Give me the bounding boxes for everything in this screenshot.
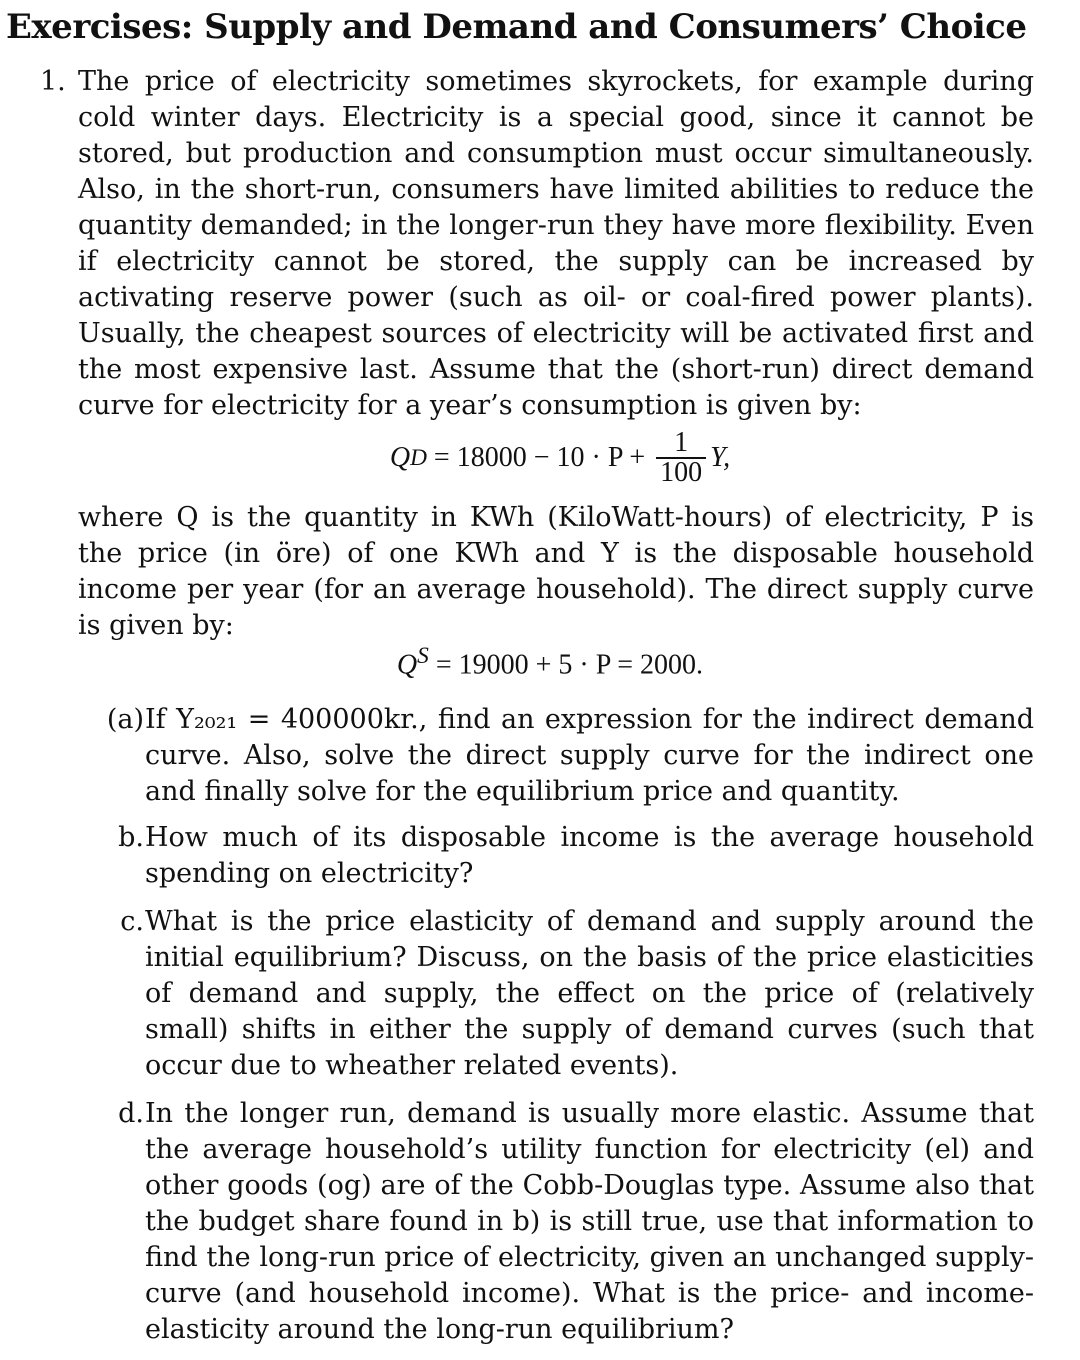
subquestion-text: In the longer run, demand is usually more elastic. Assume that the average household’s utility function for electricity (el) and other goods (og) are of the Cobb-Douglas type. Assume also that the budget share found in b) is still true, use that information to find the long-run price of electricity, given an unchanged supply-curve (and household income). What is the price- and income-elasticity around the long-run equilibrium? [145, 1098, 1034, 1345]
subquestion-text: How much of its disposable income is the average household spending on electricity? [145, 822, 1034, 889]
supply-q-symbol: Q [396, 649, 418, 681]
subquestion-text: If Y₂₀₂₁ = 400000kr., find an expression for the indirect demand curve. Also, solve the direct supply curve for the indirect one and finally solve for the equilibrium price and quantity. [145, 704, 1034, 807]
subquestion-c [88, 904, 1034, 1084]
subquestion-b [88, 820, 1034, 892]
demand-fraction [656, 429, 706, 487]
subquestion-d [88, 1096, 1034, 1348]
supply-equation [0, 638, 1080, 683]
fraction-numerator: 1 [674, 427, 689, 458]
supply-rhs: = 19000 + 5 · P = 2000. [428, 649, 704, 681]
supply-superscript: S [417, 643, 429, 669]
subquestion-label: (a) [106, 704, 144, 735]
problem-number: 1. [40, 66, 66, 97]
subquestion-a [88, 702, 1034, 810]
subquestion-label: c. [120, 906, 144, 937]
subquestion-label: b. [118, 822, 144, 853]
demand-q-symbol: Q [389, 442, 411, 473]
demand-tail: Y, [710, 442, 731, 473]
subquestion-label: d. [118, 1098, 144, 1129]
variable-explanation: where Q is the quantity in KWh (KiloWatt-hours) of electricity, P is the price (in öre) of one KWh and Y is the disposable household income per year (for an average household). The direct supply curve is given by: [78, 502, 1034, 641]
demand-middle: = 18000 − 10 · P + [426, 442, 653, 473]
demand-equation [0, 420, 1080, 496]
page-title: Exercises: Supply and Demand and Consumers’ Choice [6, 7, 1027, 47]
demand-superscript: D [410, 444, 427, 471]
subquestion-text: What is the price elasticity of demand and supply around the initial equilibrium? Discuss, on the basis of the price elasticities of demand and supply, the effect on the price of (relatively small) shifts in either the supply of demand curves (such that occur due to wheather related events). [145, 906, 1034, 1081]
problem-intro: The price of electricity sometimes skyrockets, for example during cold winter days. Electricity is a special good, since it cannot be stored, but production and consumption must occur simultaneously. Also, in the short-run, consumers have limited abilities to reduce the quantity demanded; in the longer-run they have more flexibility. Even if electricity cannot be stored, the supply can be increased by activating reserve power (such as oil- or coal-fired power plants). Usually, the cheapest sources of electricity will be activated first and the most expensive last. Assume that the (short-run) direct demand curve for electricity for a year’s consumption is given by: [78, 66, 1034, 421]
fraction-denominator: 100 [656, 457, 706, 487]
